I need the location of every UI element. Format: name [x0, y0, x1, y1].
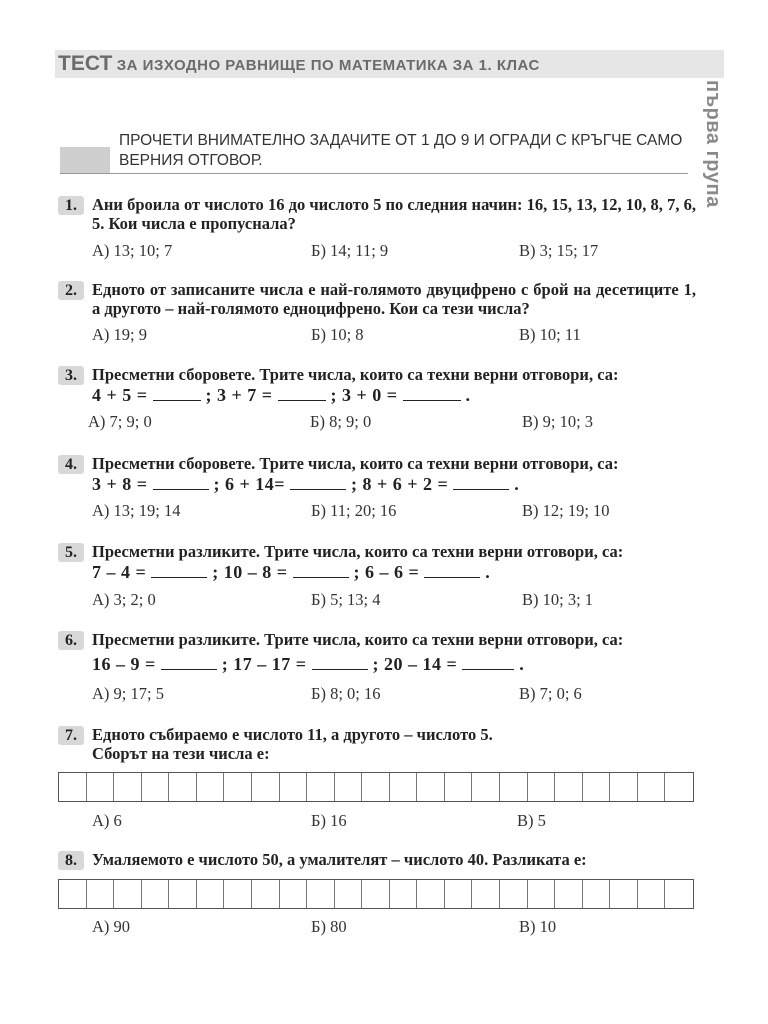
instructions-underline: [60, 173, 688, 174]
expression-end: .: [519, 654, 525, 674]
task-expressions: [92, 385, 471, 406]
task-expressions: [92, 474, 519, 495]
expression-2: ; 6 + 14=: [213, 474, 286, 494]
option-a[interactable]: А) 6: [92, 811, 122, 830]
expression-1: 7 – 4 =: [92, 562, 147, 582]
task-expressions: [92, 562, 490, 583]
option-c[interactable]: В) 7; 0; 6: [519, 684, 582, 703]
task-question: Пресметни разликите. Трите числа, които са техни верни отговори, са:: [92, 542, 624, 561]
option-a[interactable]: А) 90: [92, 917, 131, 936]
option-a[interactable]: А) 13; 10; 7: [92, 241, 173, 260]
task-question: Пресметни сборовете. Трите числа, които са техни верни отговори, са:: [92, 365, 619, 384]
task-number: 2.: [58, 281, 84, 300]
task-number: 7.: [58, 726, 84, 745]
answer-blank[interactable]: [161, 655, 217, 670]
expression-2: ; 3 + 7 =: [205, 385, 273, 405]
task-question: Пресметни сборовете. Трите числа, които са техни верни отговори, са:: [92, 454, 619, 473]
option-c[interactable]: В) 10; 11: [519, 325, 581, 344]
task-number: 8.: [58, 851, 84, 870]
expression-2: ; 17 – 17 =: [221, 654, 307, 674]
title-subtitle: ЗА ИЗХОДНО РАВНИЩЕ ПО МАТЕМАТИКА ЗА 1. КЛАС: [116, 57, 540, 74]
expression-end: .: [465, 385, 471, 405]
answer-blank[interactable]: [293, 563, 349, 578]
answer-blank[interactable]: [153, 475, 209, 490]
option-c[interactable]: В) 3; 15; 17: [519, 241, 599, 260]
answer-blank[interactable]: [462, 655, 514, 670]
option-a[interactable]: А) 7; 9; 0: [88, 412, 152, 431]
option-b[interactable]: Б) 16: [311, 811, 347, 830]
option-c[interactable]: В) 9; 10; 3: [522, 412, 594, 431]
task-question: Едното от записаните числа е най-голямото двуцифрено с брой на десетиците 1, а другото – най-голямото едноцифрено. Кои са тези числа?: [92, 280, 696, 318]
option-b[interactable]: Б) 10; 8: [311, 325, 364, 344]
option-a[interactable]: А) 13; 19; 14: [92, 501, 181, 520]
answer-grid[interactable]: [58, 879, 694, 909]
expression-3: ; 3 + 0 =: [330, 385, 398, 405]
answer-blank[interactable]: [290, 475, 346, 490]
expression-end: .: [514, 474, 520, 494]
task-question: Ани броила от числото 16 до числото 5 по следния начин: 16, 15, 13, 12, 10, 8, 7, 6, 5. Кои числа е пропуснала?: [92, 195, 696, 233]
instructions-marker: [60, 147, 110, 173]
group-label-text: първа група: [702, 80, 724, 208]
title-test-word: ТЕСТ: [58, 52, 113, 75]
expression-3: ; 20 – 14 =: [372, 654, 458, 674]
task-number: 3.: [58, 366, 84, 385]
task-number: 6.: [58, 631, 84, 650]
expression-end: .: [485, 562, 491, 582]
task-number: 4.: [58, 455, 84, 474]
option-c[interactable]: В) 12; 19; 10: [522, 501, 610, 520]
task-question: Умаляемото е числото 50, а умалителят – числото 40. Разликата е:: [92, 850, 587, 869]
option-a[interactable]: А) 9; 17; 5: [92, 684, 164, 703]
expression-1: 3 + 8 =: [92, 474, 148, 494]
task-number: 1.: [58, 196, 84, 215]
task-question: Едното събираемо е числото 11, а другото – числото 5.: [92, 725, 493, 744]
expression-3: ; 8 + 6 + 2 =: [351, 474, 449, 494]
answer-blank[interactable]: [403, 386, 461, 401]
option-a[interactable]: А) 3; 2; 0: [92, 590, 156, 609]
answer-blank[interactable]: [312, 655, 368, 670]
answer-blank[interactable]: [151, 563, 207, 578]
option-b[interactable]: Б) 11; 20; 16: [311, 501, 397, 520]
option-b[interactable]: Б) 8; 0; 16: [311, 684, 381, 703]
expression-1: 4 + 5 =: [92, 385, 148, 405]
task-question-line-2: Сборът на тези числа е:: [92, 744, 270, 763]
instructions-text: ПРОЧЕТИ ВНИМАТЕЛНО ЗАДАЧИТЕ ОТ 1 ДО 9 И ОГРАДИ С КРЪГЧЕ САМО ВЕРНИЯ ОТГОВОР.: [119, 132, 683, 169]
task-number: 5.: [58, 543, 84, 562]
group-label: [698, 80, 724, 230]
option-b[interactable]: Б) 14; 11; 9: [311, 241, 389, 260]
option-b[interactable]: Б) 8; 9; 0: [310, 412, 372, 431]
answer-blank[interactable]: [424, 563, 480, 578]
answer-blank[interactable]: [453, 475, 509, 490]
answer-blank[interactable]: [278, 386, 326, 401]
expression-2: ; 10 – 8 =: [212, 562, 288, 582]
option-c[interactable]: В) 5: [517, 811, 546, 830]
option-a[interactable]: А) 19; 9: [92, 325, 147, 344]
expression-1: 16 – 9 =: [92, 654, 156, 674]
answer-blank[interactable]: [153, 386, 201, 401]
option-b[interactable]: Б) 80: [311, 917, 347, 936]
answer-grid[interactable]: [58, 772, 694, 802]
task-expressions: [92, 654, 524, 675]
option-c[interactable]: В) 10: [519, 917, 557, 936]
option-c[interactable]: В) 10; 3; 1: [522, 590, 594, 609]
task-question: Пресметни разликите. Трите числа, които са техни верни отговори, са:: [92, 630, 624, 649]
page-title: [58, 50, 540, 80]
expression-3: ; 6 – 6 =: [353, 562, 420, 582]
option-b[interactable]: Б) 5; 13; 4: [311, 590, 381, 609]
